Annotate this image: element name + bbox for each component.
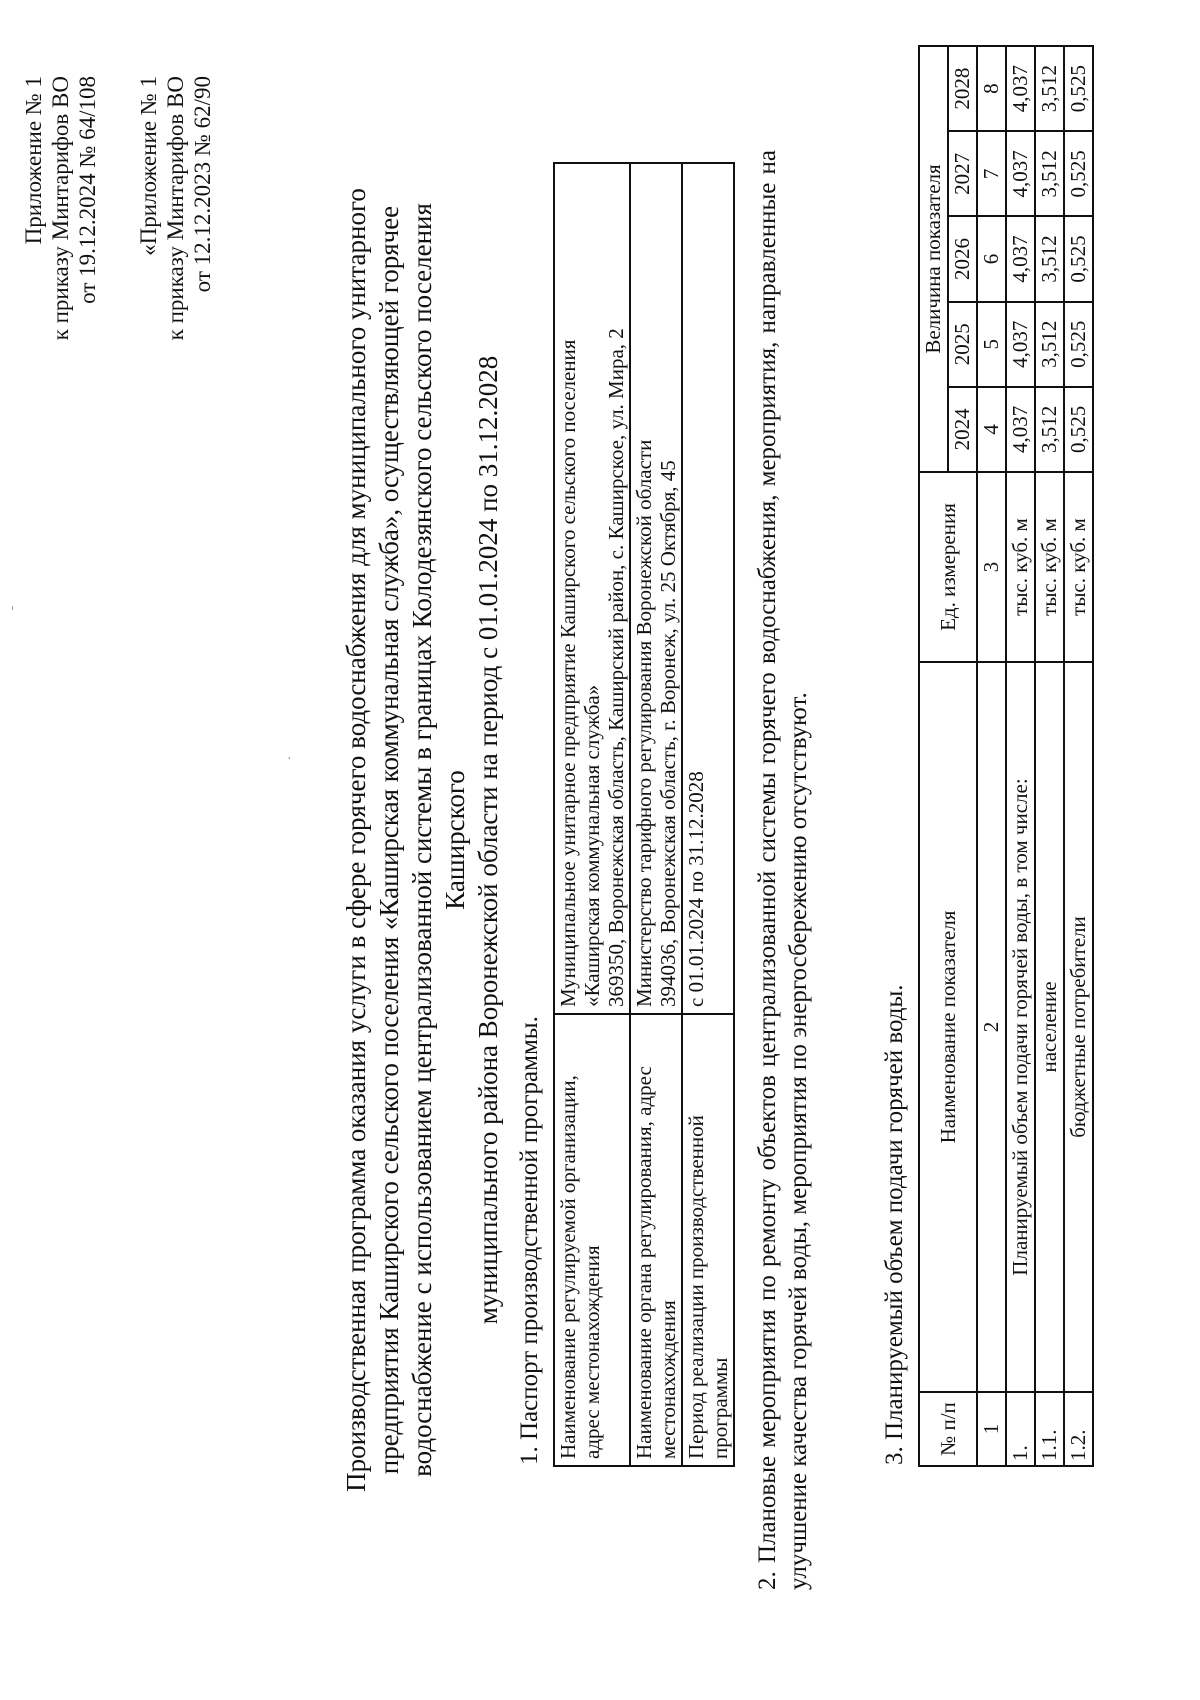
- title-line: предприятия Каширского сельского поселения «Каширская коммунальная служба», осуществляющей горячее: [374, 205, 404, 1475]
- row-unit: тыс. куб. м: [1035, 472, 1064, 662]
- value-line: с 01.01.2024 по 31.12.2028: [684, 771, 708, 1007]
- table-row: [630, 163, 682, 1466]
- order-date-number: от 12.12.2023 № 62/90: [190, 76, 215, 293]
- passport-table: [553, 162, 735, 1467]
- document-title: [340, 140, 505, 1540]
- value-line: Муниципальное унитарное предприятие Каширского сельского поселения: [556, 339, 580, 1007]
- row-value: 3,512: [1035, 216, 1064, 301]
- row-number: 1.: [1006, 1392, 1035, 1466]
- table-row: [554, 163, 630, 1466]
- value-line: 369350, Воронежская область, Каширский район, с. Каширское, ул. Мира, 2: [604, 328, 628, 1007]
- title-line: муниципального района Воронежской области на период с 01.01.2024 по 31.12.2028: [473, 355, 503, 1325]
- index-cell: 1: [977, 1392, 1006, 1466]
- table-row: [1006, 46, 1035, 1466]
- row-value: 3,512: [1035, 46, 1064, 131]
- title-line: Производственная программа оказания услуги в сфере горячего водоснабжения для муниципального унитарного: [341, 188, 371, 1492]
- column-header-values: Величина показателя: [919, 46, 948, 472]
- row-unit: тыс. куб. м: [1064, 472, 1093, 662]
- row-value: 0,525: [1064, 387, 1093, 472]
- table-header-row: [919, 46, 948, 1466]
- scan-speck: ˉ: [8, 606, 22, 610]
- column-header-year: 2027: [948, 131, 977, 216]
- value-line: 394036, Воронежская область, г. Воронеж, ул. 25 Октября, 45: [656, 460, 680, 1007]
- row-value: [630, 163, 682, 1014]
- index-cell: 7: [977, 131, 1006, 216]
- appendix-number: «Приложение № 1: [136, 76, 161, 256]
- row-number: 1.2.: [1064, 1392, 1093, 1466]
- row-label: Период реализации производственной программы: [682, 1014, 734, 1466]
- row-label: Наименование органа регулирования, адрес местонахождения: [630, 1014, 682, 1466]
- hot-water-volume-table: [918, 45, 1094, 1467]
- row-name: население: [1035, 662, 1064, 1392]
- order-reference: к приказу Минтарифов ВО: [163, 76, 188, 341]
- row-value: 3,512: [1035, 131, 1064, 216]
- appendix-header-current: [20, 76, 101, 576]
- value-line: Министерство тарифного регулирования Воронежской области: [632, 439, 656, 1007]
- table-row: [1064, 46, 1093, 1466]
- index-cell: 4: [977, 387, 1006, 472]
- row-value: 0,525: [1064, 46, 1093, 131]
- table-index-row: [977, 46, 1006, 1466]
- appendix-number: Приложение № 1: [21, 76, 46, 245]
- row-label: Наименование регулируемой организации, адрес местонахождения: [554, 1014, 630, 1466]
- row-name: Планируемый объем подачи горячей воды, в том числе:: [1006, 662, 1035, 1392]
- row-value: 0,525: [1064, 216, 1093, 301]
- column-header-num: № п/п: [919, 1392, 977, 1466]
- column-header-year: 2024: [948, 387, 977, 472]
- row-value: 4,037: [1006, 302, 1035, 387]
- row-value: [682, 163, 734, 1014]
- section-2-text: 2. Плановые мероприятия по ремонту объектов централизованной системы горячего водоснабжения, мероприятия, направленные на улучшение качества горячей воды, мероприятия по энергосбережению отсутствуют.: [754, 150, 812, 1590]
- index-cell: 3: [977, 472, 1006, 662]
- index-cell: 2: [977, 662, 1006, 1392]
- section-1-heading: 1. Паспорт производственной программы.: [516, 1016, 543, 1465]
- order-date-number: от 19.12.2024 № 64/108: [75, 76, 100, 304]
- appendix-header-previous: [135, 76, 216, 576]
- row-value: 3,512: [1035, 302, 1064, 387]
- row-value: 4,037: [1006, 131, 1035, 216]
- row-value: 3,512: [1035, 387, 1064, 472]
- column-header-year: 2026: [948, 216, 977, 301]
- column-header-year: 2025: [948, 302, 977, 387]
- index-cell: 6: [977, 216, 1006, 301]
- column-header-name: Наименование показателя: [919, 662, 977, 1392]
- column-header-unit: Ед. измерения: [919, 472, 977, 662]
- table-row: [1035, 46, 1064, 1466]
- section-3-heading: 3. Планируемый объем подачи горячей воды.: [881, 984, 908, 1465]
- row-number: 1.1.: [1035, 1392, 1064, 1466]
- row-value: 4,037: [1006, 387, 1035, 472]
- column-header-year: 2028: [948, 46, 977, 131]
- row-value: 4,037: [1006, 46, 1035, 131]
- row-name: бюджетные потребители: [1064, 662, 1093, 1392]
- scan-speck: ·: [282, 756, 296, 760]
- order-reference: к приказу Минтарифов ВО: [48, 76, 73, 341]
- row-value: [554, 163, 630, 1014]
- table-row: [682, 163, 734, 1466]
- index-cell: 5: [977, 302, 1006, 387]
- row-value: 4,037: [1006, 216, 1035, 301]
- value-line: «Каширская коммунальная служба»: [580, 684, 604, 1007]
- row-value: 0,525: [1064, 302, 1093, 387]
- row-value: 0,525: [1064, 131, 1093, 216]
- row-unit: тыс. куб. м: [1006, 472, 1035, 662]
- title-line: водоснабжение с использованием централизованной системы в границах Колодезянского сельского поселения Каширского: [407, 203, 470, 1477]
- index-cell: 8: [977, 46, 1006, 131]
